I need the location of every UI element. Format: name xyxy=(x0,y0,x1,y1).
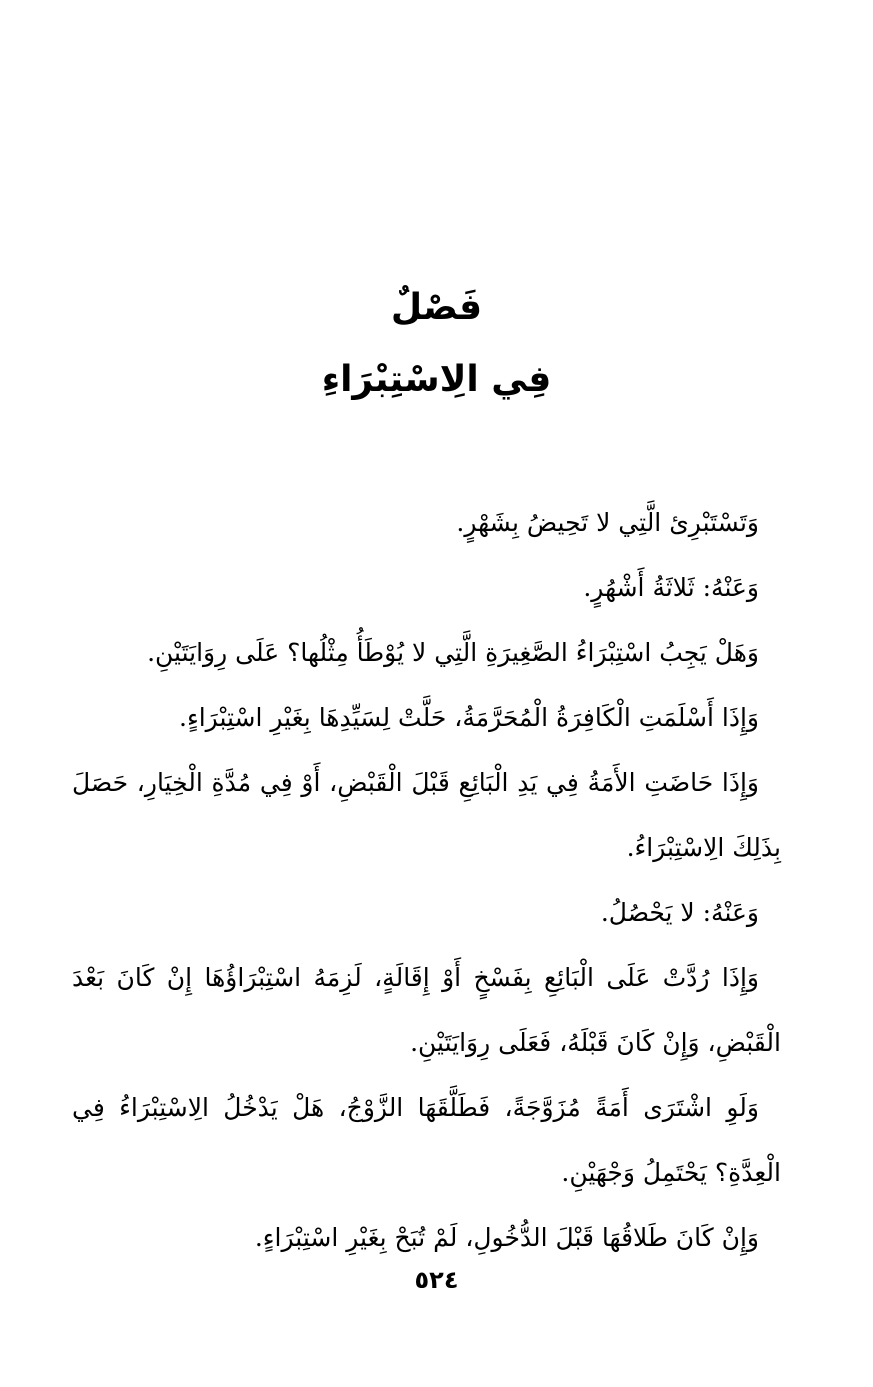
section-subtitle: فِي الِاسْتِبْرَاءِ xyxy=(321,359,552,400)
paragraph: وَإِنْ كَانَ طَلاقُهَا قَبْلَ الدُّخُولِ، لَمْ تُبَحْ بِغَيْرِ اسْتِبْرَاءٍ. xyxy=(254,1223,759,1252)
paragraph: وَإِذَا أَسْلَمَتِ الْكَافِرَةُ الْمُحَرَّمَةُ، حَلَّتْ لِسَيِّدِهَا بِغَيْرِ اسْتِبْرَاءٍ. xyxy=(179,703,759,732)
paragraph: وَهَلْ يَجِبُ اسْتِبْرَاءُ الصَّغِيرَةِ الَّتِي لا يُوْطَأُ مِثْلُها؟ عَلَى رِوَايَتَيْنِ. xyxy=(147,638,759,667)
page-number: ٥٢٤ xyxy=(414,1266,459,1294)
paragraph: وَعَنْهُ: ثَلاثَةُ أَشْهُرٍ. xyxy=(583,573,759,602)
paragraph: وَتَسْتَبْرِئ الَّتِي لا تَحِيضُ بِشَهْرٍ. xyxy=(456,508,759,537)
paragraph: وَلَوِ اشْتَرَى أَمَةً مُزَوَّجَةً، فَطَلَّقَهَا الزَّوْجُ، هَلْ يَدْخُلُ الِاسْتِبْرَاءُ فِي الْعِدَّةِ؟ يَحْتَمِلُ وَجْهَيْنِ. xyxy=(72,1093,781,1187)
paragraph: وَإِذَا رُدَّتْ عَلَى الْبَائِعِ بِفَسْخٍ أَوْ إِقَالَةٍ، لَزِمَهُ اسْتِبْرَاؤُهَا إِنْ كَانَ بَعْدَ الْقَبْضِ، وَإِنْ كَانَ قَبْلَهُ، فَعَلَى رِوَايَتَيْنِ. xyxy=(72,963,781,1057)
paragraph: وَعَنْهُ: لا يَحْصُلُ. xyxy=(600,898,759,927)
page-body xyxy=(72,490,781,1270)
paragraph: وَإِذَا حَاضَتِ الأَمَةُ فِي يَدِ الْبَائِعِ قَبْلَ الْقَبْضِ، أَوْ فِي مُدَّةِ الْخِيَارِ، حَصَلَ بِذَلِكَ الِاسْتِبْرَاءُ. xyxy=(72,768,781,862)
section-title: فَصْلٌ xyxy=(390,287,483,328)
